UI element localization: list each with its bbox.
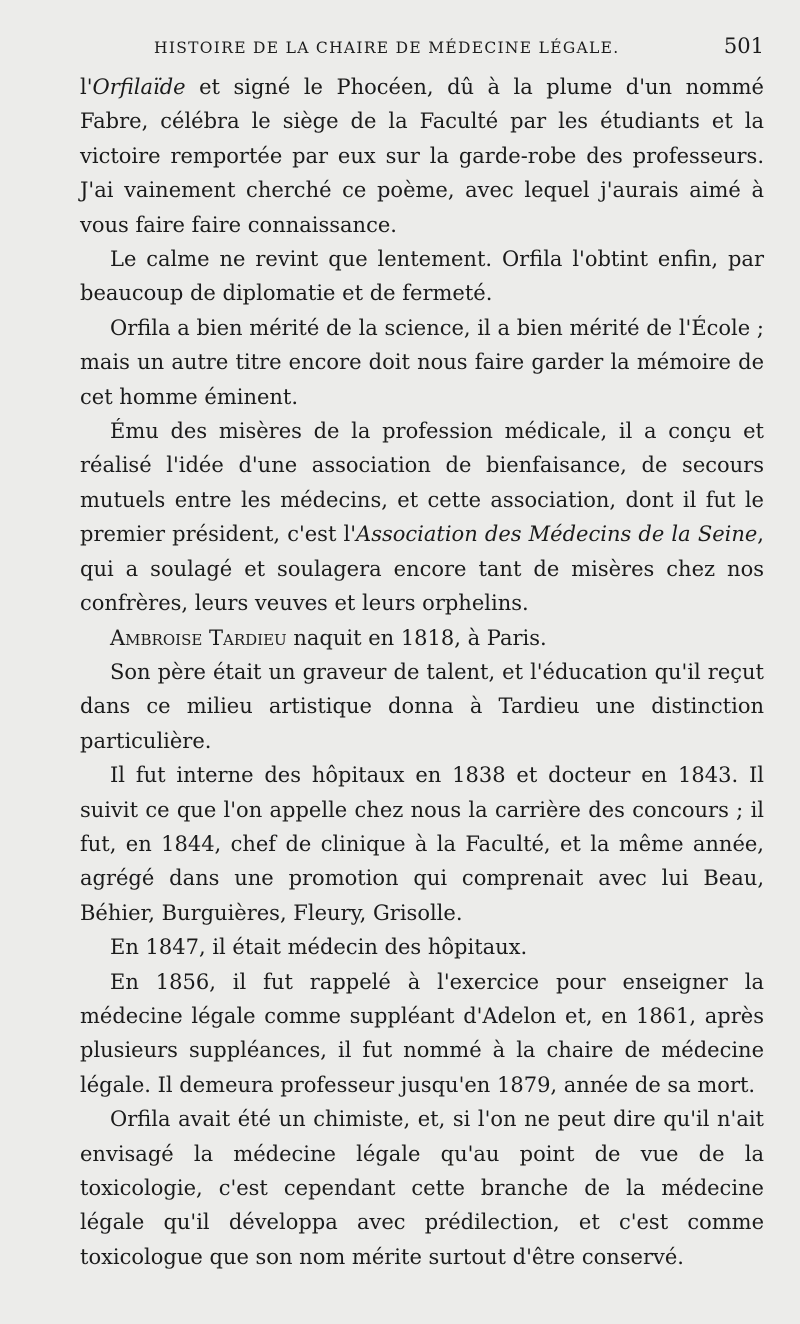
p1-pre: l' [80,75,93,99]
p4-post: , qui a soulagé et soulagera encore tant de misères chez nos confrères, leurs veuves et leurs orphelins. [80,522,764,616]
page-number: 501 [723,34,764,58]
p1-post: et signé le Phocéen, dû à la plume d'un nommé Fabre, célébra le siège de la Faculté par les étudiants et la victoire remportée par eux sur la garde-robe des professeurs. J'ai vainement cherché ce poème, avec lequel j'aurais aimé à vous faire faire connaissance. [80,75,764,237]
paragraph-3: Orfila a bien mérité de la science, il a bien mérité de l'École ; mais un autre titre encore doit nous faire garder la mémoire de cet homme éminent. [80,315,764,409]
p4-pre: Ému des misères de la profession médicale, il a conçu et réalisé l'idée d'une association de bienfaisance, de secours mutuels entre les médecins, et cette association, dont il fut le premier président, c'est l' [80,419,764,547]
paragraph-1 [80,70,764,242]
paragraph-9: En 1856, il fut rappelé à l'exercice pour enseigner la médecine légale comme suppléant d'Adelon et, en 1861, après plusieurs suppléances, il fut nommé à la chaire de médecine légale. Il demeura professeur jusqu'en 1879, année de sa mort. [80,969,764,1097]
paragraph-10: Orfila avait été un chimiste, et, si l'on ne peut dire qu'il n'ait envisagé la médecine légale qu'au point de vue de la toxicologie, c'est cependant cette branche de la médecine légale qu'il développa avec prédilection, et c'est comme toxicologue que son nom mérite surtout d'être conservé. [80,1107,764,1269]
p5-post: naquit en 1818, à Paris. [286,625,547,650]
paragraph-8: En 1847, il était médecin des hôpitaux. [110,935,528,960]
running-title: HISTOIRE DE LA CHAIRE DE MÉDECINE LÉGALE. [154,39,620,57]
paragraph-4 [80,414,764,620]
orfilaide-title: Orfilaïde [92,75,186,99]
paragraph-2: Le calme ne revint que lentement. Orfila l'obtint enfin, par beaucoup de diplomatie et de fermeté. [80,247,764,306]
name-last: Tardieu [208,625,287,650]
page-header [80,34,764,70]
paragraph-7: Il fut interne des hôpitaux en 1838 et docteur en 1843. Il suivit ce que l'on appelle chez nous la carrière des concours ; il fut, en 1844, chef de clinique à la Faculté, et la même année, agrégé dans une promotion qui comprenait avec lui Beau, Béhier, Burguières, Fleury, Grisolle. [80,763,764,925]
paragraph-6: Son père était un graveur de talent, et l'éducation qu'il reçut dans ce milieu artistique donna à Tardieu une distinction particulière. [80,659,764,753]
body-text [80,70,764,1274]
association-title: Association des Médecins de la Seine [356,522,758,547]
paragraph-5 [80,621,764,655]
name-first: Ambroise [110,625,203,650]
